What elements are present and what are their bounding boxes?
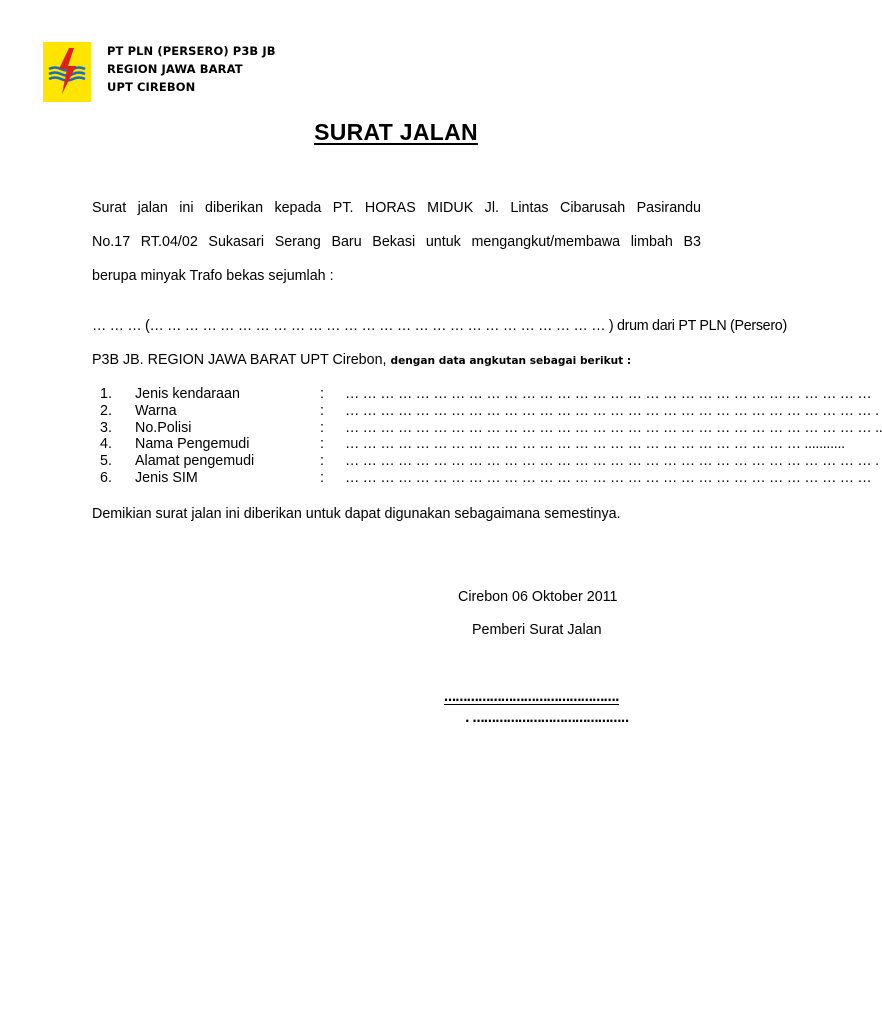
org-name: PT PLN (PERSERO) P3B JB [107,44,276,58]
source-line [92,352,701,368]
source-note: dengan data angkutan sebagai berikut : [390,355,632,367]
item-label: Nama Pengemudi [135,436,250,453]
item-label: Jenis SIM [135,469,198,486]
item-colon: : [320,386,324,402]
item-number: 6. [100,469,112,486]
item-number: 5. [100,453,112,470]
item-label: Warna [135,402,177,419]
item-value-blank: … … … … … … … … … … … … … … … … … … … … … … … … … … … … … … . [345,402,879,419]
quantity-line: … … … (… … … … … … … … … … … … … … … … … … … … … … … … … … ) drum dari PT PLN (Persero) [92,318,787,334]
item-value-blank: … … … … … … … … … … … … … … … … … … … … … … … … … … … … … … .. [345,419,882,436]
source-text: P3B JB. REGION JAWA BARAT UPT Cirebon, [92,352,387,368]
organization-header [107,42,276,96]
item-value-blank: … … … … … … … … … … … … … … … … … … … … … … … … … … … … … … [345,469,872,486]
item-number: 3. [100,419,112,436]
item-number: 2. [100,402,112,419]
signer-name-blank: ………………………………………. [444,690,619,704]
item-number: 1. [100,386,112,402]
paragraph-line-3: berupa minyak Trafo bekas sejumlah : [92,268,334,284]
item-number: 4. [100,436,112,453]
item-colon: : [320,402,324,419]
item-label: Alamat pengemudi [135,453,255,470]
item-value-blank: … … … … … … … … … … … … … … … … … … … … … … … … … … ........... [345,436,845,453]
item-label: Jenis kendaraan [135,386,240,402]
item-colon: : [320,453,324,470]
signer-id-blank: . ………………………………….. [465,711,629,725]
paragraph-line-2: No.17 RT.04/02 Sukasari Serang Baru Bekasi untuk mengangkut/membawa limbah B3 [92,234,701,250]
document-title: SURAT JALAN [314,119,478,145]
pln-lightning-logo-icon [43,42,91,102]
item-value-blank: … … … … … … … … … … … … … … … … … … … … … … … … … … … … … … . [345,453,879,470]
place-date: Cirebon 06 Oktober 2011 [458,589,618,605]
org-region: REGION JAWA BARAT [107,62,243,76]
item-colon: : [320,469,324,486]
item-colon: : [320,436,324,453]
org-unit: UPT CIREBON [107,80,196,94]
item-label: No.Polisi [135,419,192,436]
paragraph-line-1: Surat jalan ini diberikan kepada PT. HORAS MIDUK Jl. Lintas Cibarusah Pasirandu [92,200,701,216]
signer-role: Pemberi Surat Jalan [472,622,602,638]
item-colon: : [320,419,324,436]
closing-statement: Demikian surat jalan ini diberikan untuk dapat digunakan sebagaimana semestinya. [92,506,621,522]
item-value-blank: … … … … … … … … … … … … … … … … … … … … … … … … … … … … … … [345,386,872,402]
